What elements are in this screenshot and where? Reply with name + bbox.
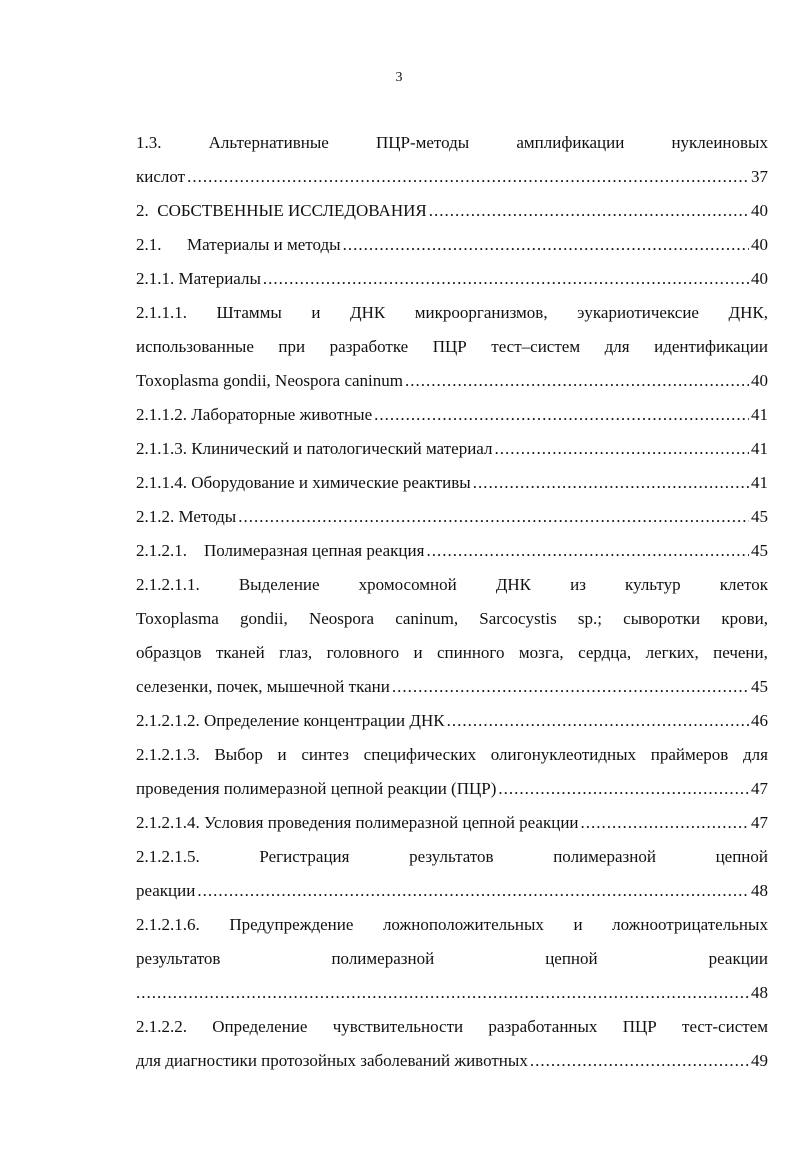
toc-word: сердца, [578,643,632,662]
toc-word: и [311,303,321,322]
toc-entry-2-1-2-1-1-line-1 [136,568,768,602]
dot-leader [581,806,749,840]
toc-word: ПЦР-методы [375,133,470,152]
toc-entry-2-1-2-1-3-line-1 [136,738,768,772]
toc-word: разработке [329,337,409,356]
toc-word: культур [625,575,681,594]
dot-leader [374,398,749,432]
toc-word: спинного [437,643,505,662]
toc-word: ПЦР [432,337,467,356]
toc-word: образцов [136,643,202,662]
toc-page-number: 45 [751,507,768,526]
toc-page-number: 37 [751,167,768,186]
toc-word: gondii, [240,609,288,628]
toc-word: для [604,337,630,356]
toc-page-number: 48 [751,983,768,1002]
dot-leader [405,364,749,398]
toc-entry-2-1-2-1-1-line-2 [136,602,768,636]
toc-word: микроорганизмов, [414,303,548,322]
dot-leader [136,976,749,1010]
toc-word: результатов [409,847,494,866]
toc-entry-text: 2.1.2.1.4. Условия проведения полимеразной цепной реакции [136,813,579,832]
toc-entry-2-1-2-1-6-line-1 [136,908,768,942]
toc-word: легких, [645,643,699,662]
toc-entry-2 [136,194,768,228]
toc-word: глаз, [279,643,313,662]
toc-page-number: 47 [751,779,768,798]
toc-entry-text: реакции [136,881,196,900]
dot-leader [263,262,749,296]
toc-word: крови, [721,609,768,628]
toc-entry-2-1-2-1-4 [136,806,768,840]
toc-word: печени, [713,643,768,662]
toc-word: Определение [212,1017,308,1036]
toc-word: амплификации [516,133,625,152]
dot-leader [429,194,749,228]
toc-word: цепной [715,847,768,866]
dot-leader [495,432,750,466]
toc-entry-text: 2.1.1.2. Лабораторные животные [136,405,373,424]
toc-word: тканей [215,643,265,662]
toc-entry-1-3-line-2 [136,160,768,194]
toc-entry-2-1-1-1-line-3 [136,364,768,398]
toc-entry-2-1-2-1-6-line-2 [136,942,768,976]
toc-word: цепной [545,949,598,968]
toc-word: полимеразной [553,847,656,866]
toc-word: мозга, [518,643,564,662]
toc-word: 2.1.2.2. [136,1017,187,1036]
toc-entry-2-1-1-1-line-1 [136,296,768,330]
dot-leader [197,874,749,908]
toc-word: ДНК [349,303,386,322]
toc-page-number: 40 [751,371,768,390]
toc-entry-2-1-2-1-6-line-3 [136,976,768,1010]
toc-word: Sarcocystis [479,609,557,628]
toc-entry-text: 2.1.1.3. Клинический и патологический материал [136,439,493,458]
toc-entry-text: кислот [136,167,186,186]
toc-entry-2-1-2-1-2 [136,704,768,738]
toc-word: чувствительности [332,1017,464,1036]
toc-entry-text: 2.1.2.1.2. Определение концентрации ДНК [136,711,445,730]
toc-entry-2-1-2-1-5-line-2 [136,874,768,908]
toc-entry-text: для диагностики протозойных заболеваний животных [136,1051,528,1070]
toc-word: и [413,643,423,662]
toc-word: 2.1.2.1.1. [136,575,200,594]
toc-page-number: 41 [751,439,768,458]
toc-entry-text: 2.1.2. Методы [136,507,237,526]
toc-word: сыворотки [623,609,701,628]
toc-word: ложноотрицательных [612,915,768,934]
toc-page-number: 41 [751,473,768,492]
toc-word: Штаммы [216,303,282,322]
toc-entry-2-1-2 [136,500,768,534]
toc-word: caninum, [395,609,459,628]
toc-word: тест-систем [682,1017,768,1036]
toc-entry-1-3-line-1 [136,126,768,160]
toc-word: реакции [708,949,768,968]
toc-entry-text: 2. СОБСТВЕННЫЕ ИССЛЕДОВАНИЯ [136,201,427,220]
toc-word: при [278,337,306,356]
toc-word: разработанных [488,1017,598,1036]
toc-word: праймеров [650,745,729,764]
toc-word: 1.3. [136,133,162,152]
toc-word: клеток [719,575,768,594]
table-of-contents [136,126,768,1078]
toc-page-number: 45 [751,677,768,696]
toc-word: использованные [136,337,254,356]
toc-word: синтез [301,745,349,764]
toc-word: нуклеиновых [671,133,768,152]
dot-leader [498,772,749,806]
toc-entry-2-1-2-2-line-2 [136,1044,768,1078]
toc-word: Toxoplasma [136,609,219,628]
dot-leader [447,704,749,738]
toc-word: и [277,745,287,764]
toc-word: ложноположительных [382,915,544,934]
toc-word: ДНК [495,575,532,594]
toc-entry-2-1-1-4 [136,466,768,500]
toc-entry-2-1-2-1-1-line-4 [136,670,768,704]
toc-word: головного [326,643,400,662]
dot-leader [238,500,749,534]
toc-page-number: 46 [751,711,768,730]
toc-word: Альтернативные [208,133,329,152]
toc-entry-2-1-1 [136,262,768,296]
toc-word: специфических [363,745,477,764]
toc-word: олигонуклеотидных [490,745,637,764]
toc-page-number: 47 [751,813,768,832]
toc-page-number: 48 [751,881,768,900]
dot-leader [530,1044,749,1078]
toc-page-number: 49 [751,1051,768,1070]
toc-page-number: 41 [751,405,768,424]
toc-entry-text: 2.1.1. Материалы [136,269,261,288]
toc-word: Предупреждение [229,915,354,934]
toc-word: Neospora [308,609,375,628]
toc-word: ПЦР [622,1017,657,1036]
dot-leader [343,228,749,262]
toc-word: полимеразной [331,949,435,968]
toc-word: и [573,915,583,934]
toc-entry-2-1 [136,228,768,262]
toc-word: результатов [136,949,221,968]
toc-word: тест–систем [491,337,581,356]
toc-word: 2.1.1.1. [136,303,187,322]
toc-word: Выбор [214,745,263,764]
toc-word: sp.; [577,609,602,628]
toc-entry-2-1-1-1-line-2 [136,330,768,364]
toc-word: 2.1.2.1.5. [136,847,200,866]
toc-entry-text: селезенки, почек, мышечной ткани [136,677,390,696]
toc-word: из [570,575,586,594]
toc-word: ДНК, [728,303,768,322]
toc-entry-2-1-1-3 [136,432,768,466]
toc-entry-2-1-2-1 [136,534,768,568]
toc-entry-2-1-2-1-3-line-2 [136,772,768,806]
dot-leader [426,534,749,568]
dot-leader [473,466,749,500]
toc-page-number: 40 [751,235,768,254]
toc-entry-2-1-1-2 [136,398,768,432]
toc-word: Регистрация [259,847,350,866]
toc-page-number: 45 [751,541,768,560]
toc-word: эукариотичексие [577,303,699,322]
toc-word: для [743,745,768,764]
dot-leader [187,160,749,194]
toc-word: 2.1.2.1.6. [136,915,200,934]
toc-entry-text: 2.1.2.1. Полимеразная цепная реакция [136,541,425,560]
toc-entry-2-1-2-1-1-line-3 [136,636,768,670]
page-number: 3 [395,70,403,85]
toc-entry-text: Toxoplasma gondii, Neospora caninum [136,371,403,390]
toc-entry-2-1-2-1-5-line-1 [136,840,768,874]
toc-entry-text: проведения полимеразной цепной реакции (ПЦР) [136,779,497,798]
toc-word: 2.1.2.1.3. [136,745,200,764]
toc-page-number: 40 [751,201,768,220]
toc-word: хромосомной [358,575,457,594]
toc-word: Выделение [238,575,320,594]
toc-page-number: 40 [751,269,768,288]
dot-leader [392,670,749,704]
toc-word: идентификации [654,337,768,356]
toc-entry-text: 2.1.1.4. Оборудование и химические реактивы [136,473,471,492]
toc-entry-2-1-2-2-line-1 [136,1010,768,1044]
toc-entry-text: 2.1. Материалы и методы [136,235,341,254]
